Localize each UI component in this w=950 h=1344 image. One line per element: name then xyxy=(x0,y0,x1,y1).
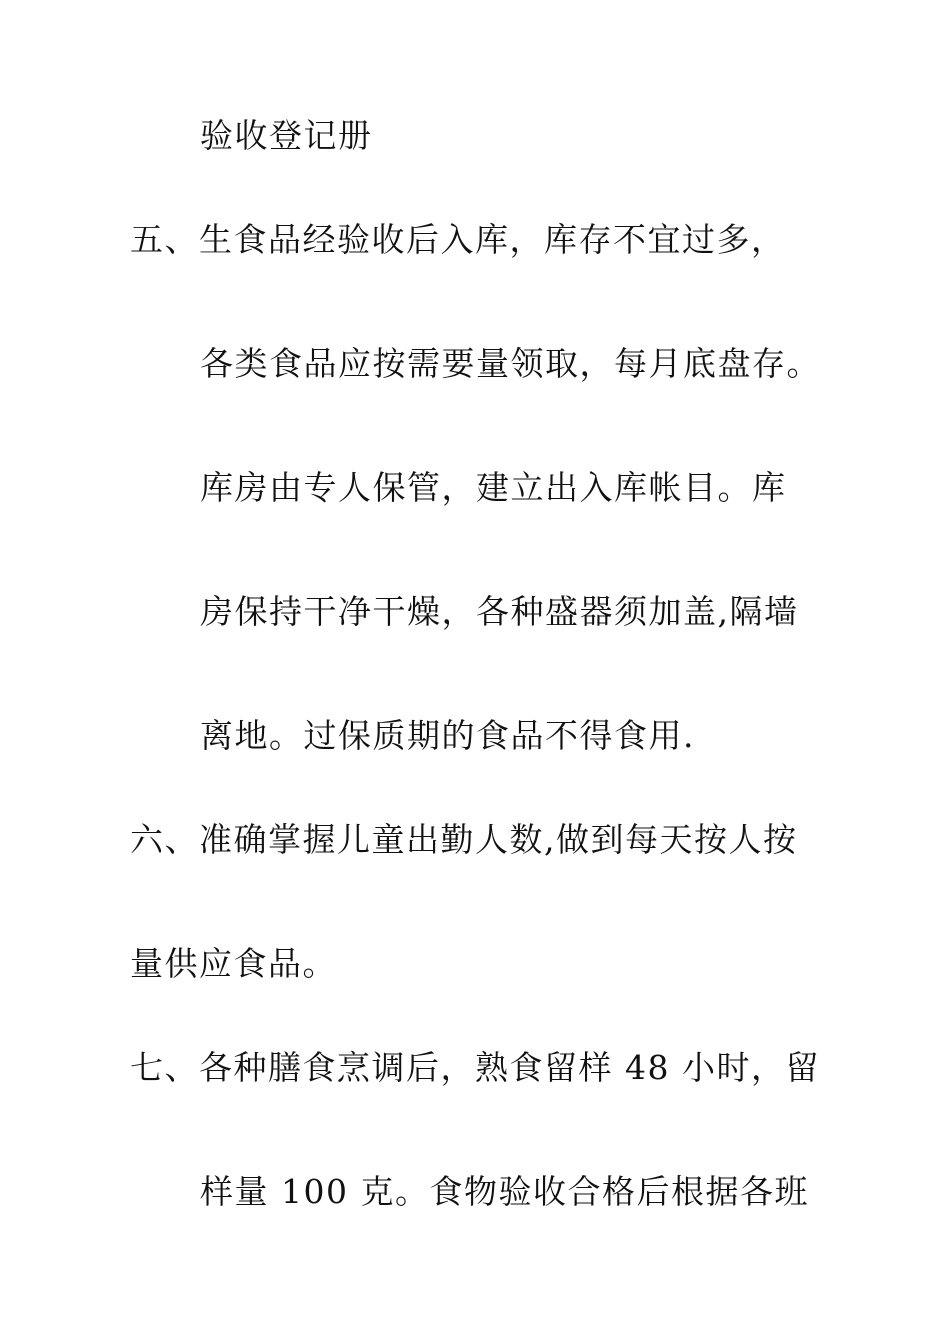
section-5-heading: 五、生食品经验收后入库，库存不宜过多， xyxy=(130,220,786,259)
text-line-4: 库房由专人保管，建立出入库帐目。库 xyxy=(200,468,787,507)
text-line-5: 房保持干净干燥，各种盛器须加盖,隔墙 xyxy=(200,592,799,631)
section-7-heading: 七、各种膳食烹调后，熟食留样 48 小时，留 xyxy=(130,1048,820,1087)
text-line-8: 量供应食品。 xyxy=(130,944,337,983)
section-6-heading: 六、准确掌握儿童出勤人数,做到每天按人按 xyxy=(130,820,798,859)
text-line-3: 各类食品应按需要量领取，每月底盘存。 xyxy=(200,344,821,383)
text-line-1: 验收登记册 xyxy=(200,116,373,155)
text-line-6: 离地。过保质期的食品不得食用. xyxy=(200,716,695,755)
text-line-10: 样量 100 克。食物验收合格后根据各班 xyxy=(200,1172,809,1211)
